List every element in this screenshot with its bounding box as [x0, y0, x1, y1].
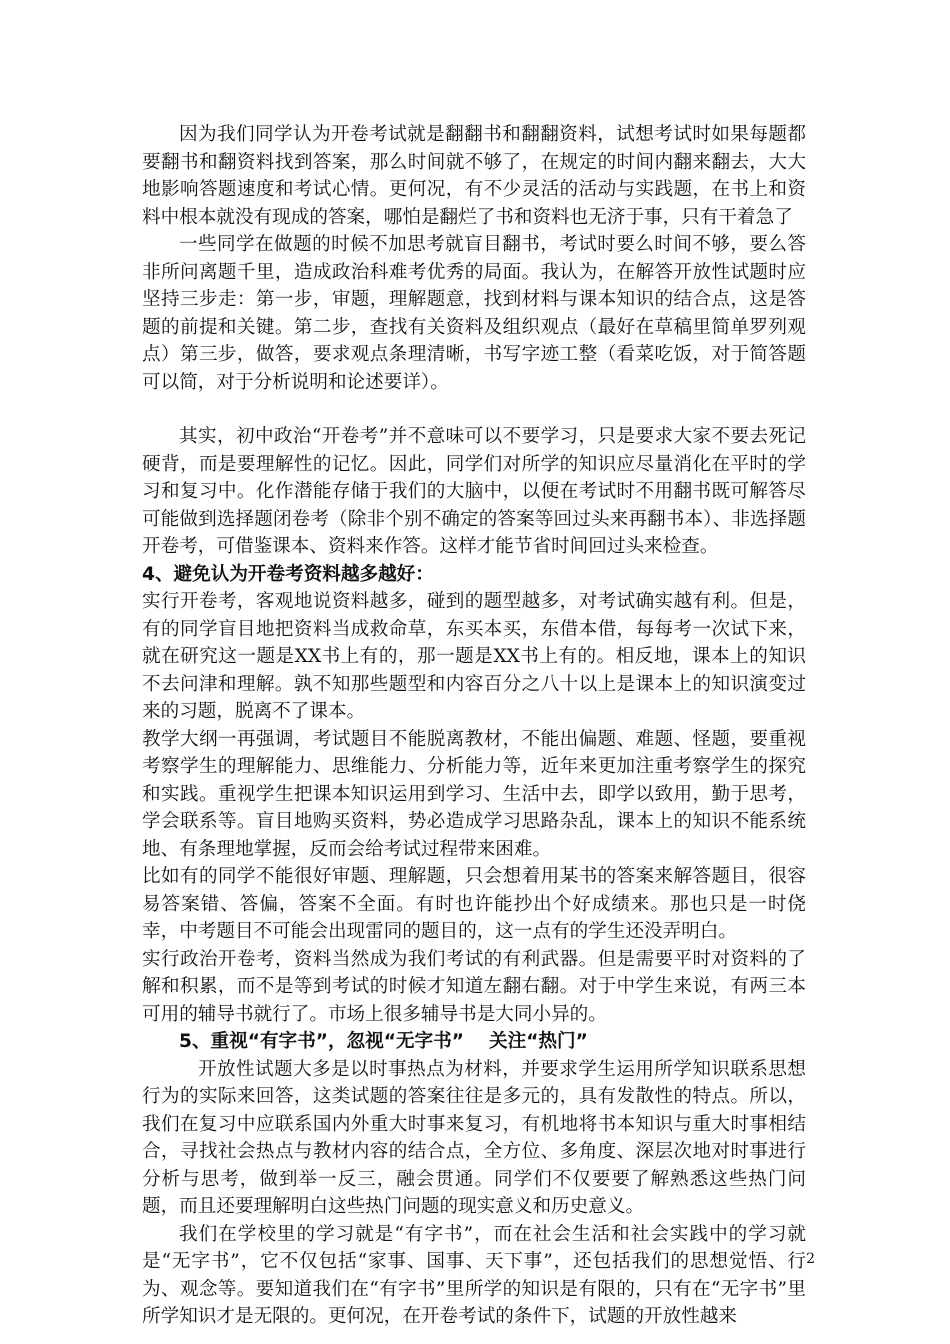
section-heading: 5、重视“有字书”，忽视“无字书” 关注“热门”	[179, 1031, 588, 1052]
body-paragraph: 我们在学校里的学习就是“有字书”，而在社会生活和社会实践中的学习就是“无字书”，它不仅包括“家事、国事、天下事”，还包括我们的思想觉悟、行为、观念等。要知道我们在“有字书”里所学的知识是有限的，只有在“无字书”里所学知识才是无限的。更何况，在开卷考试的条件下，试题的开放性越来	[142, 1223, 806, 1327]
body-paragraph: 比如有的同学不能很好审题、理解题，只会想着用某书的答案来解答题目，很容易答案错、答偏，答案不全面。有时也许能抄出个好成绩来。那也只是一时侥幸，中考题目不可能会出现雷同的题目的，这一点有的学生还没弄明白。	[142, 866, 806, 942]
paragraph-gap	[142, 396, 806, 423]
body-paragraph: 开放性试题大多是以时事热点为材料，并要求学生运用所学知识联系思想行为的实际来回答，这类试题的答案往往是多元的，具有发散性的特点。所以，我们在复习中应联系国内外重大时事来复习，有机地将书本知识与重大时事相结合，寻找社会热点与教材内容的结合点，全方位、多角度、深层次地对时事进行分析与思考，做到举一反三，融会贯通。同学们不仅要要了解熟悉这些热门问题，而且还要理解明白这些热门问题的现实意义和历史意义。	[142, 1058, 806, 1217]
body-paragraph: 实行政治开卷考，资料当然成为我们考试的有利武器。但是需要平时对资料的了解和积累，而不是等到考试的时候才知道左翻右翻。对于中学生来说，有两三本可用的辅导书就行了。市场上很多辅导书是大同小异的。	[142, 948, 806, 1025]
body-paragraph: 教学大纲一再强调，考试题目不能脱离教材，不能出偏题、难题、怪题，要重视考察学生的理解能力、思维能力、分析能力等，近年来更加注重考察学生的探究和实践。重视学生把课本知识运用到学习、生活中去，即学以致用，勤于思考，学会联系等。盲目地购买资料，势必造成学习思路杂乱，课本上的知识不能系统地、有条理地掌握，反而会给考试过程带来困难。	[142, 728, 806, 860]
document-body	[142, 121, 806, 1331]
section-heading: 4、避免认为开卷考资料越多越好：	[142, 563, 434, 585]
body-paragraph: 实行开卷考，客观地说资料越多，碰到的题型越多，对考试确实越有利。但是，有的同学盲目地把资料当成救命草，东买本买，东借本借，每每考一次试下来，就在研究这一题是XX书上有的，那一题是XX书上有的。相反地，课本上的知识不去问津和理解。孰不知那些题型和内容百分之八十以上是课本上的知识演变过来的习题，脱离不了课本。	[142, 591, 806, 722]
body-paragraph: 其实，初中政治“开卷考”并不意味可以不要学习，只是要求大家不要去死记硬背，而是要理解性的记忆。因此，同学们对所学的知识应尽量消化在平时的学习和复习中。化作潜能存储于我们的大脑中，以便在考试时不用翻书既可解答尽可能做到选择题闭卷考（除非个别不确定的答案等回过头来再翻书本）、非选择题开卷考，可借鉴课本、资料来作答。这样才能节省时间回过头来检查。	[142, 426, 806, 557]
body-paragraph: 因为我们同学认为开卷考试就是翻翻书和翻翻资料，试想考试时如果每题都要翻书和翻资料找到答案，那么时间就不够了，在规定的时间内翻来翻去，大大地影响答题速度和考试心情。更何况，有不少灵活的活动与实践题，在书上和资料中根本就没有现成的答案，哪怕是翻烂了书和资料也无济于事，只有干着急了	[142, 124, 806, 228]
body-paragraph: 一些同学在做题的时候不加思考就盲目翻书，考试时要么时间不够，要么答非所问离题千里，造成政治科难考优秀的局面。我认为，在解答开放性试题时应坚持三步走：第一步，审题，理解题意，找到材料与课本知识的结合点，这是答题的前提和关键。第二步，查找有关资料及组织观点（最好在草稿里简单罗列观点）第三步，做答，要求观点条理清晰，书写字迹工整（看菜吃饭，对于简答题可以简，对于分析说明和论述要详）。	[142, 234, 806, 393]
page-number: 2	[806, 1251, 815, 1267]
